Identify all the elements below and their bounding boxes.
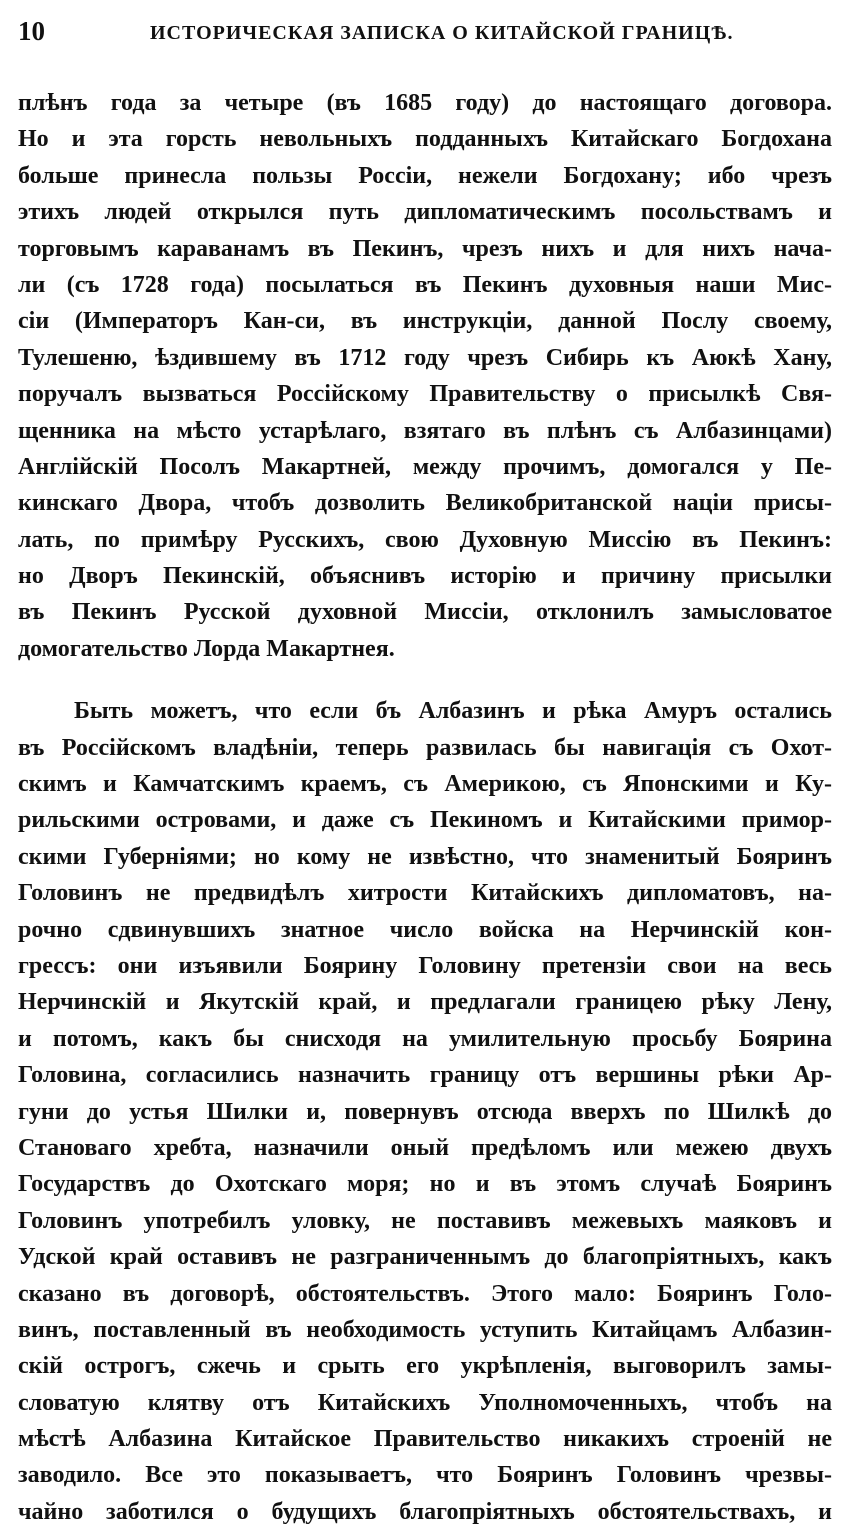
page-header: [18, 14, 832, 54]
text-line: но Дворъ Пекинскій, объяснивъ исторію и причину присылки: [18, 563, 832, 590]
text-line: сіи (Императоръ Кан-си, въ инструкціи, данной Послу своему,: [18, 308, 832, 335]
text-line: Становаго хребта, назначили оный предѣломъ или межею двухъ: [18, 1134, 832, 1161]
text-line: Быть можетъ, что если бъ Албазинъ и рѣка Амуръ остались: [74, 698, 832, 725]
text-line: щенника на мѣсто устарѣлаго, взятаго въ плѣнъ съ Албазинцами): [18, 417, 832, 444]
text-line: лать, по примѣру Русскихъ, свою Духовную Миссію въ Пекинъ:: [18, 526, 832, 553]
text-line: Англійскій Посолъ Макартней, между прочимъ, домогался у Пе-: [18, 453, 832, 480]
text-line: Головина, согласились назначить границу отъ вершины рѣки Ар-: [18, 1062, 832, 1089]
paragraph-1: [18, 85, 832, 667]
text-line: торговымъ караванамъ въ Пекинъ, чрезъ нихъ и для нихъ нача-: [18, 235, 832, 262]
text-line: скій острогъ, сжечь и срыть его укрѣпленія, выговорилъ замы-: [18, 1353, 832, 1380]
text-line: рильскими островами, и даже съ Пекиномъ и Китайскими примор-: [18, 807, 832, 834]
text-line: Головинъ не предвидѣлъ хитрости Китайскихъ дипломатовъ, на-: [18, 880, 832, 907]
text-line: Государствъ до Охотскаго моря; но и въ этомъ случаѣ Бояринъ: [18, 1171, 832, 1198]
text-line: заводило. Все это показываетъ, что Бояринъ Головинъ чрезвы-: [18, 1462, 832, 1489]
text-line: Нерчинскій и Якутскій край, и предлагали границею рѣку Лену,: [18, 989, 832, 1016]
text-line: Но и эта горсть невольныхъ подданныхъ Китайскаго Богдохана: [18, 126, 832, 153]
text-line: въ Россійскомъ владѣніи, теперь развилась бы навигація съ Охот-: [18, 734, 832, 761]
text-line: мѣстѣ Албазина Китайское Правительство никакихъ строеній не: [18, 1426, 832, 1453]
text-line: Удской край оставивъ не разграниченнымъ до благопріятныхъ, какъ: [18, 1244, 832, 1271]
text-line: сказано въ договорѣ, обстоятельствъ. Этого мало: Бояринъ Голо-: [18, 1280, 832, 1307]
text-line: домогательство Лорда Макартнея.: [18, 635, 395, 662]
text-line: кинскаго Двора, чтобъ дозволить Великобританской націи присы-: [18, 490, 832, 517]
text-line: скимъ и Камчатскимъ краемъ, съ Америкою, съ Японскими и Ку-: [18, 771, 832, 798]
text-line: словатую клятву отъ Китайскихъ Уполномоченныхъ, чтобъ на: [18, 1389, 832, 1416]
text-line: этихъ людей открылся путь дипломатическимъ посольствамъ и: [18, 199, 832, 226]
text-line: поручалъ вызваться Россійскому Правительству о присылкѣ Свя-: [18, 381, 832, 408]
text-line: рочно сдвинувшихъ знатное число войска на Нерчинскій кон-: [18, 916, 832, 943]
text-line: ли (съ 1728 года) посылаться въ Пекинъ духовныя наши Мис-: [18, 271, 832, 298]
page-number: 10: [18, 16, 45, 46]
text-line: больше принесла пользы Россіи, нежели Богдохану; ибо чрезъ: [18, 162, 832, 189]
text-line: Тулешеню, ѣздившему въ 1712 году чрезъ Сибирь къ Аюкѣ Хану,: [18, 344, 832, 371]
text-line: гуни до устья Шилки и, повернувъ отсюда вверхъ по Шилкѣ до: [18, 1098, 832, 1125]
running-title: ИСТОРИЧЕСКАЯ ЗАПИСКА О КИТАЙСКОЙ ГРАНИЦѢ.: [150, 22, 734, 44]
text-line: грессъ: они изъявили Боярину Головину претензіи свои на весь: [18, 952, 832, 979]
text-line: винъ, поставленный въ необходимость уступить Китайцамъ Албазин-: [18, 1316, 832, 1343]
text-line: въ Пекинъ Русской духовной Миссіи, отклонилъ замысловатое: [18, 599, 832, 626]
text-line: скими Губерніями; но кому не извѣстно, что знаменитый Бояринъ: [18, 843, 832, 870]
paragraph-2: [18, 693, 832, 1530]
text-line: плѣнъ года за четыре (въ 1685 году) до настоящаго договора.: [18, 90, 832, 116]
text-line: и потомъ, какъ бы снисходя на умилительную просьбу Боярина: [18, 1025, 832, 1052]
text-line: чайно заботился о будущихъ благопріятныхъ обстоятельствахъ, и: [18, 1498, 832, 1525]
text-line: Головинъ употребилъ уловку, не поставивъ межевыхъ маяковъ и: [18, 1207, 832, 1234]
